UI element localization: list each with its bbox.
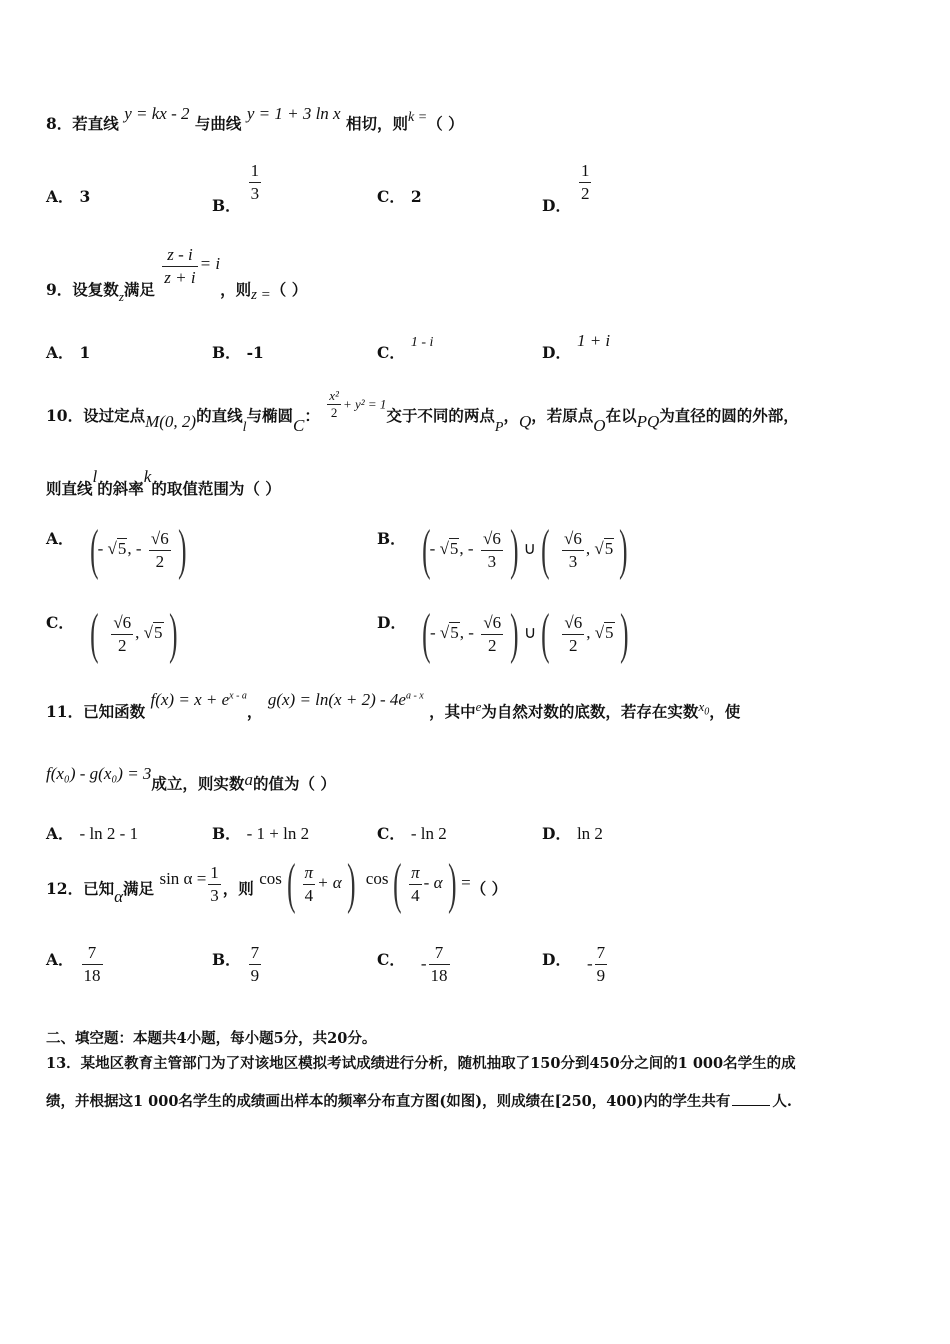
section-heading: 二、填空题：本题共4小题，每小题5分，共20分。 (46, 1030, 377, 1047)
q9-option-c[interactable]: C．1 - i (377, 335, 434, 362)
q11-g-expr: $g(x) = \ln(x + 2) - 4e^{a - x}$ (267, 690, 424, 709)
q11-option-d[interactable]: D． ln 2 (542, 824, 603, 843)
q9-option-a[interactable]: A． 1 (46, 343, 91, 362)
q12-stem: 12．已知α满足 sin α = $\frac{1}{3}$ ，则 cos( $\frac{\pi}{4}$ + α) cos( $\frac{\pi}{4}$ - α) =（ ） (46, 853, 508, 915)
q8-option-a[interactable]: A． 3 (46, 187, 91, 206)
q10-stem-line2: 则直线l的斜率k的取值范围为（ ） (46, 467, 281, 498)
q8-option-c[interactable]: C． 2 (377, 187, 422, 206)
q11-option-a[interactable]: A． - ln 2 - 1 (46, 824, 139, 843)
q10-option-b[interactable]: B． (- √5, - $\frac{√6}{3}$ ) ∪( $\frac{√6}{3}$ , √5 ) (377, 519, 628, 581)
q11-option-b[interactable]: B． - 1 + ln 2 (212, 824, 310, 843)
q11-stem-line1: 11．已知函数 $f(x) = x + e^{x - a}$， $g(x) = \ln(x + 2) - 4e^{a - x}$ ，其中$^e$为自然对数的底数，若存在实数$^{x_0}$，使 (46, 690, 741, 721)
q12-option-c[interactable]: C． - $\frac{7}{18}$ (377, 943, 448, 985)
q13-line2: 绩，并根据这1 000名学生的成绩画出样本的频率分布直方图(如图)，则成绩在[250，400)内的学生共有 人. (46, 1093, 792, 1110)
q10-option-c[interactable]: C． ( $\frac{√6}{2}$ , √5 ) (46, 603, 178, 665)
q12-option-a[interactable]: A． $\frac{7}{18}$ (46, 943, 101, 985)
q9-option-d[interactable]: D．1 + i (542, 331, 611, 362)
q11-option-c[interactable]: C． - ln 2 (377, 824, 447, 843)
q12-option-d[interactable]: D． - $\frac{7}{9}$ (542, 943, 606, 985)
answer-blank[interactable] (732, 1105, 770, 1106)
q11-f-expr: $f(x) = x + e^{x - a}$ (150, 690, 247, 709)
q8-stem: 8．若直线 y = kx - 2 与曲线 y = 1 + 3 ln x 相切，则k =（ ） (46, 104, 464, 133)
q9-stem: 9．设复数$_z$满足 $\frac{z - i}{z + i}$ = i，则z =（ ） (46, 245, 308, 304)
q8-option-b[interactable]: B． $\frac{1}{3}$ (212, 161, 260, 215)
q10-option-a[interactable]: A． (- √5, - $\frac{√6}{2}$ ) (46, 519, 187, 581)
q8-curve-expr: y = 1 + 3 ln x (246, 104, 341, 123)
q12-option-b[interactable]: B． $\frac{7}{9}$ (212, 943, 260, 985)
q9-option-b[interactable]: B． -1 (212, 343, 264, 362)
q13-line1: 13．某地区教育主管部门为了对该地区模拟考试成绩进行分析，随机抽取了150分到450分之间的1 000名学生的成 (46, 1055, 796, 1072)
q10-option-d[interactable]: D． (- √5, - $\frac{√6}{2}$ ) ∪( $\frac{√6}{2}$ , √5 ) (377, 603, 629, 665)
q10-ellipse-fraction: $\frac{\text{x²}}{2}$ (329, 388, 339, 420)
q10-stem-line1: 10．设过定点M(0, 2)的直线l与椭圆C： $\frac{\text{x²}}{2}$ + y² = 1交于不同的两点P，Q，若原点O在以PQ为直径的圆的外部， (46, 388, 799, 435)
q9-fraction: $\frac{z - i}{z + i}$ (164, 245, 196, 287)
q8-line-expr: y = kx - 2 (124, 104, 190, 123)
q11-stem-line2: f(x₀) - g(x₀) = 3成立，则实数a的值为（ ） (46, 764, 336, 793)
q8-option-d[interactable]: D． $\frac{1}{2}$ (542, 161, 590, 215)
